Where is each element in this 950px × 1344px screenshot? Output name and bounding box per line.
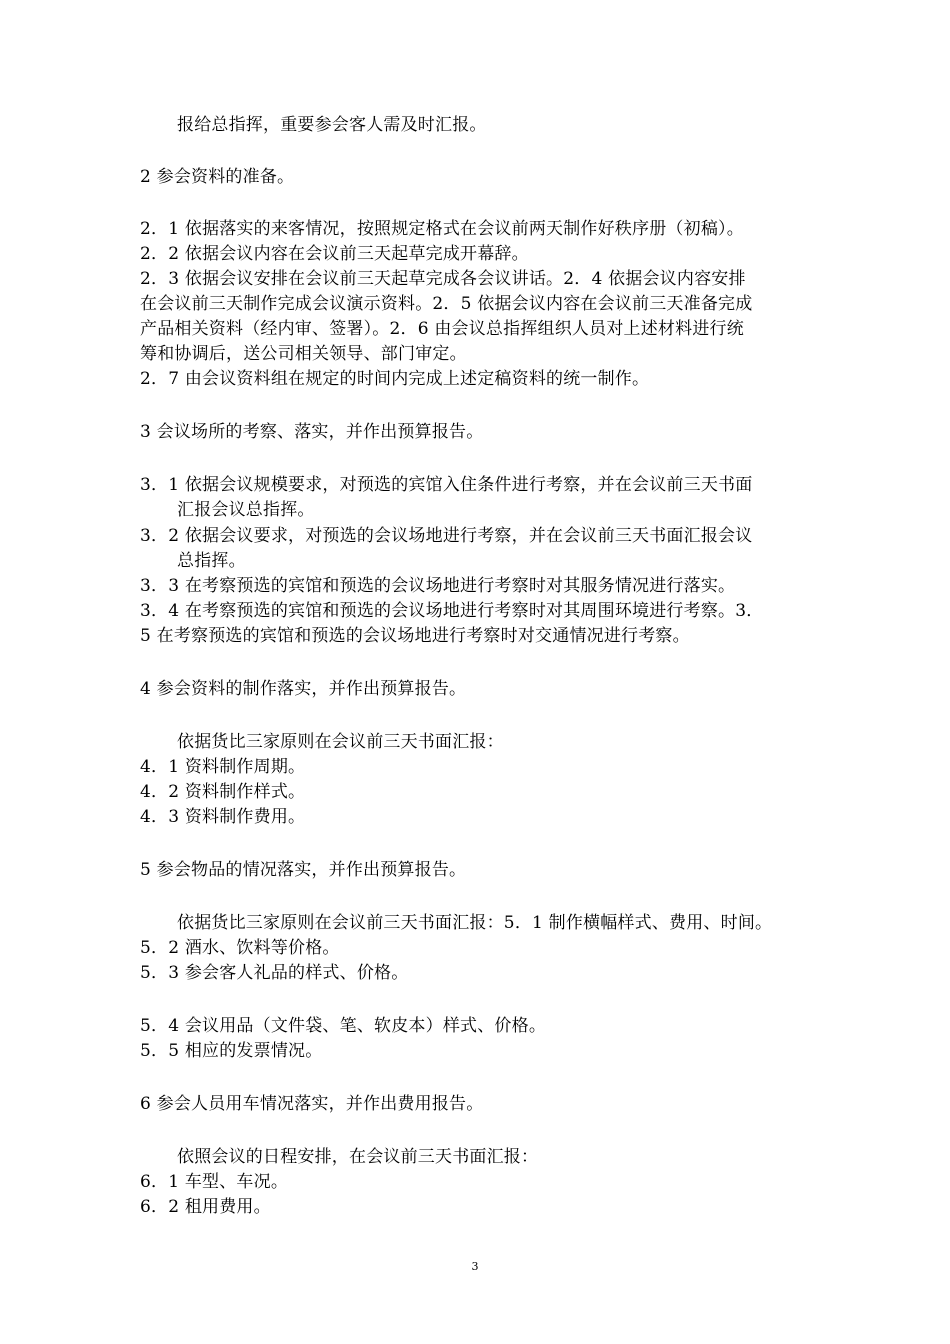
section-heading-3: 3 会议场所的考察、落实，并作出预算报告。 [140,422,484,442]
item-3-4: 3．4 在考察预选的宾馆和预选的会议场地进行考察时对其周围环境进行考察。3． [140,601,764,621]
item-3-1-cont: 汇报会议总指挥。 [177,500,315,520]
item-4-2: 4．2 资料制作样式。 [140,782,306,802]
item-3-3: 3．3 在考察预选的宾馆和预选的会议场地进行考察时对其服务情况进行落实。 [140,576,736,596]
item-2-3: 2．3 依据会议安排在会议前三天起草完成各会议讲话。2．4 依据会议内容安排 [140,269,746,289]
item-4-3: 4．3 资料制作费用。 [140,807,306,827]
text-line-continuation: 报给总指挥，重要参会客人需及时汇报。 [177,115,487,135]
section-heading-2: 2 参会资料的准备。 [140,167,295,187]
section-5-intro: 依据货比三家原则在会议前三天书面汇报：5．1 制作横幅样式、费用、时间。 [177,913,773,933]
item-4-1: 4．1 资料制作周期。 [140,757,306,777]
section-4-intro: 依据货比三家原则在会议前三天书面汇报： [177,732,504,752]
item-5-3: 5．3 参会客人礼品的样式、价格。 [140,963,409,983]
item-2-2: 2．2 依据会议内容在会议前三天起草完成开幕辞。 [140,244,529,264]
section-6-intro: 依照会议的日程安排，在会议前三天书面汇报： [177,1147,539,1167]
item-3-2-cont: 总指挥。 [177,551,246,571]
item-3-2: 3．2 依据会议要求，对预选的会议场地进行考察，并在会议前三天书面汇报会议 [140,526,753,546]
item-3-1: 3．1 依据会议规模要求，对预选的宾馆入住条件进行考察，并在会议前三天书面 [140,475,753,495]
item-5-4: 5．4 会议用品（文件袋、笔、软皮本）样式、价格。 [140,1016,547,1036]
item-2-3-cont-3: 筹和协调后，送公司相关领导、部门审定。 [140,344,467,364]
section-heading-5: 5 参会物品的情况落实，并作出预算报告。 [140,860,467,880]
page-number: 3 [471,1260,479,1273]
section-heading-4: 4 参会资料的制作落实，并作出预算报告。 [140,679,467,699]
item-2-3-cont-1: 在会议前三天制作完成会议演示资料。2．5 依据会议内容在会议前三天准备完成 [140,294,753,314]
item-3-5: 5 在考察预选的宾馆和预选的会议场地进行考察时对交通情况进行考察。 [140,626,690,646]
item-6-2: 6．2 租用费用。 [140,1197,271,1217]
item-2-7: 2．7 由会议资料组在规定的时间内完成上述定稿资料的统一制作。 [140,369,650,389]
item-5-2: 5．2 酒水、饮料等价格。 [140,938,340,958]
item-2-3-cont-2: 产品相关资料（经内审、签署）。2．6 由会议总指挥组织人员对上述材料进行统 [140,319,744,339]
item-5-5: 5．5 相应的发票情况。 [140,1041,323,1061]
item-2-1: 2．1 依据落实的来客情况，按照规定格式在会议前两天制作好秩序册（初稿）。 [140,219,744,239]
section-heading-6: 6 参会人员用车情况落实，并作出费用报告。 [140,1094,484,1114]
item-6-1: 6．1 车型、车况。 [140,1172,289,1192]
